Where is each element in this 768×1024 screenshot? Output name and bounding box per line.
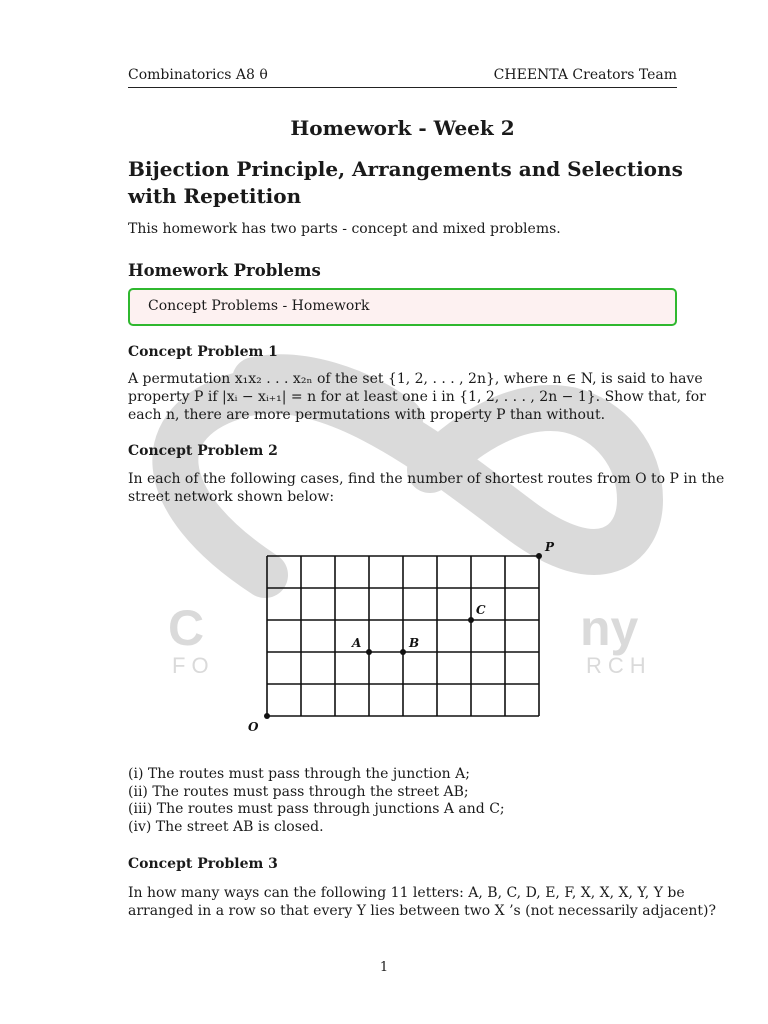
- watermark-right-text: ny: [580, 600, 639, 656]
- running-header-right: CHEENTA Creators Team: [493, 67, 677, 83]
- junction-A: [366, 649, 372, 655]
- watermark-sub-left: FO: [172, 653, 215, 678]
- junction-O: [264, 713, 270, 719]
- problem-3-line-1: In how many ways can the following 11 letters: A, B, C, D, E, F, X, X, X, Y, Y be: [128, 885, 685, 901]
- running-header-left: Combinatorics A8 θ: [128, 67, 268, 83]
- page-title: Homework - Week 2: [290, 116, 515, 140]
- problem-2-text: [128, 470, 725, 506]
- label-B: B: [409, 636, 420, 650]
- page-number: 1: [379, 960, 389, 975]
- problem-3-heading: Concept Problem 3: [128, 856, 278, 872]
- label-O: O: [248, 720, 259, 734]
- problem-1-line-2: property P if |xᵢ − xᵢ₊₁| = n for at least one i in {1, 2, . . . , 2n − 1}. Show that, for: [128, 389, 706, 405]
- problem-2-line-2: street network shown below:: [128, 489, 335, 505]
- label-A: A: [352, 636, 362, 650]
- street-network-figure: [240, 535, 570, 740]
- box-label: Concept Problems - Homework: [148, 298, 370, 314]
- intro-text: This homework has two parts - concept and mixed problems.: [128, 221, 561, 237]
- problem-2-parts: [128, 766, 505, 836]
- concept-problems-box: [128, 288, 677, 326]
- junction-C: [468, 617, 474, 623]
- section-heading: Homework Problems: [128, 261, 321, 280]
- part-iv: (iv) The street AB is closed.: [128, 818, 324, 835]
- watermark-left-text: C: [168, 600, 205, 656]
- part-iii: (iii) The routes must pass through junctions A and C;: [128, 801, 505, 817]
- part-i: (i) The routes must pass through the junction A;: [128, 766, 470, 782]
- problem-1-heading: Concept Problem 1: [128, 344, 278, 360]
- problem-3-line-2: arranged in a row so that every Y lies between two X ’s (not necessarily adjacent)?: [128, 903, 717, 919]
- subtitle-line-2: with Repetition: [128, 184, 302, 208]
- subtitle-line-1: Bijection Principle, Arrangements and Selections: [128, 157, 683, 181]
- watermark-sub-right: RCH: [586, 653, 652, 678]
- part-ii: (ii) The routes must pass through the street AB;: [128, 783, 469, 800]
- label-P: P: [545, 540, 555, 554]
- problem-2-heading: Concept Problem 2: [128, 443, 278, 459]
- problem-1-line-1: A permutation x₁x₂ . . . x₂ₙ of the set {1, 2, . . . , 2n}, where n ∈ N, is said to have: [128, 371, 703, 387]
- label-C: C: [476, 603, 486, 617]
- problem-1-text: [128, 370, 706, 424]
- problem-2-line-1: In each of the following cases, find the number of shortest routes from O to P in the: [128, 471, 725, 487]
- problem-1-line-3: each n, there are more permutations with property P than without.: [128, 407, 606, 423]
- junction-B: [400, 649, 406, 655]
- junction-P: [536, 553, 542, 559]
- problem-3-text: [128, 884, 717, 920]
- page-subtitle: [128, 156, 683, 210]
- header-rule: [128, 87, 677, 88]
